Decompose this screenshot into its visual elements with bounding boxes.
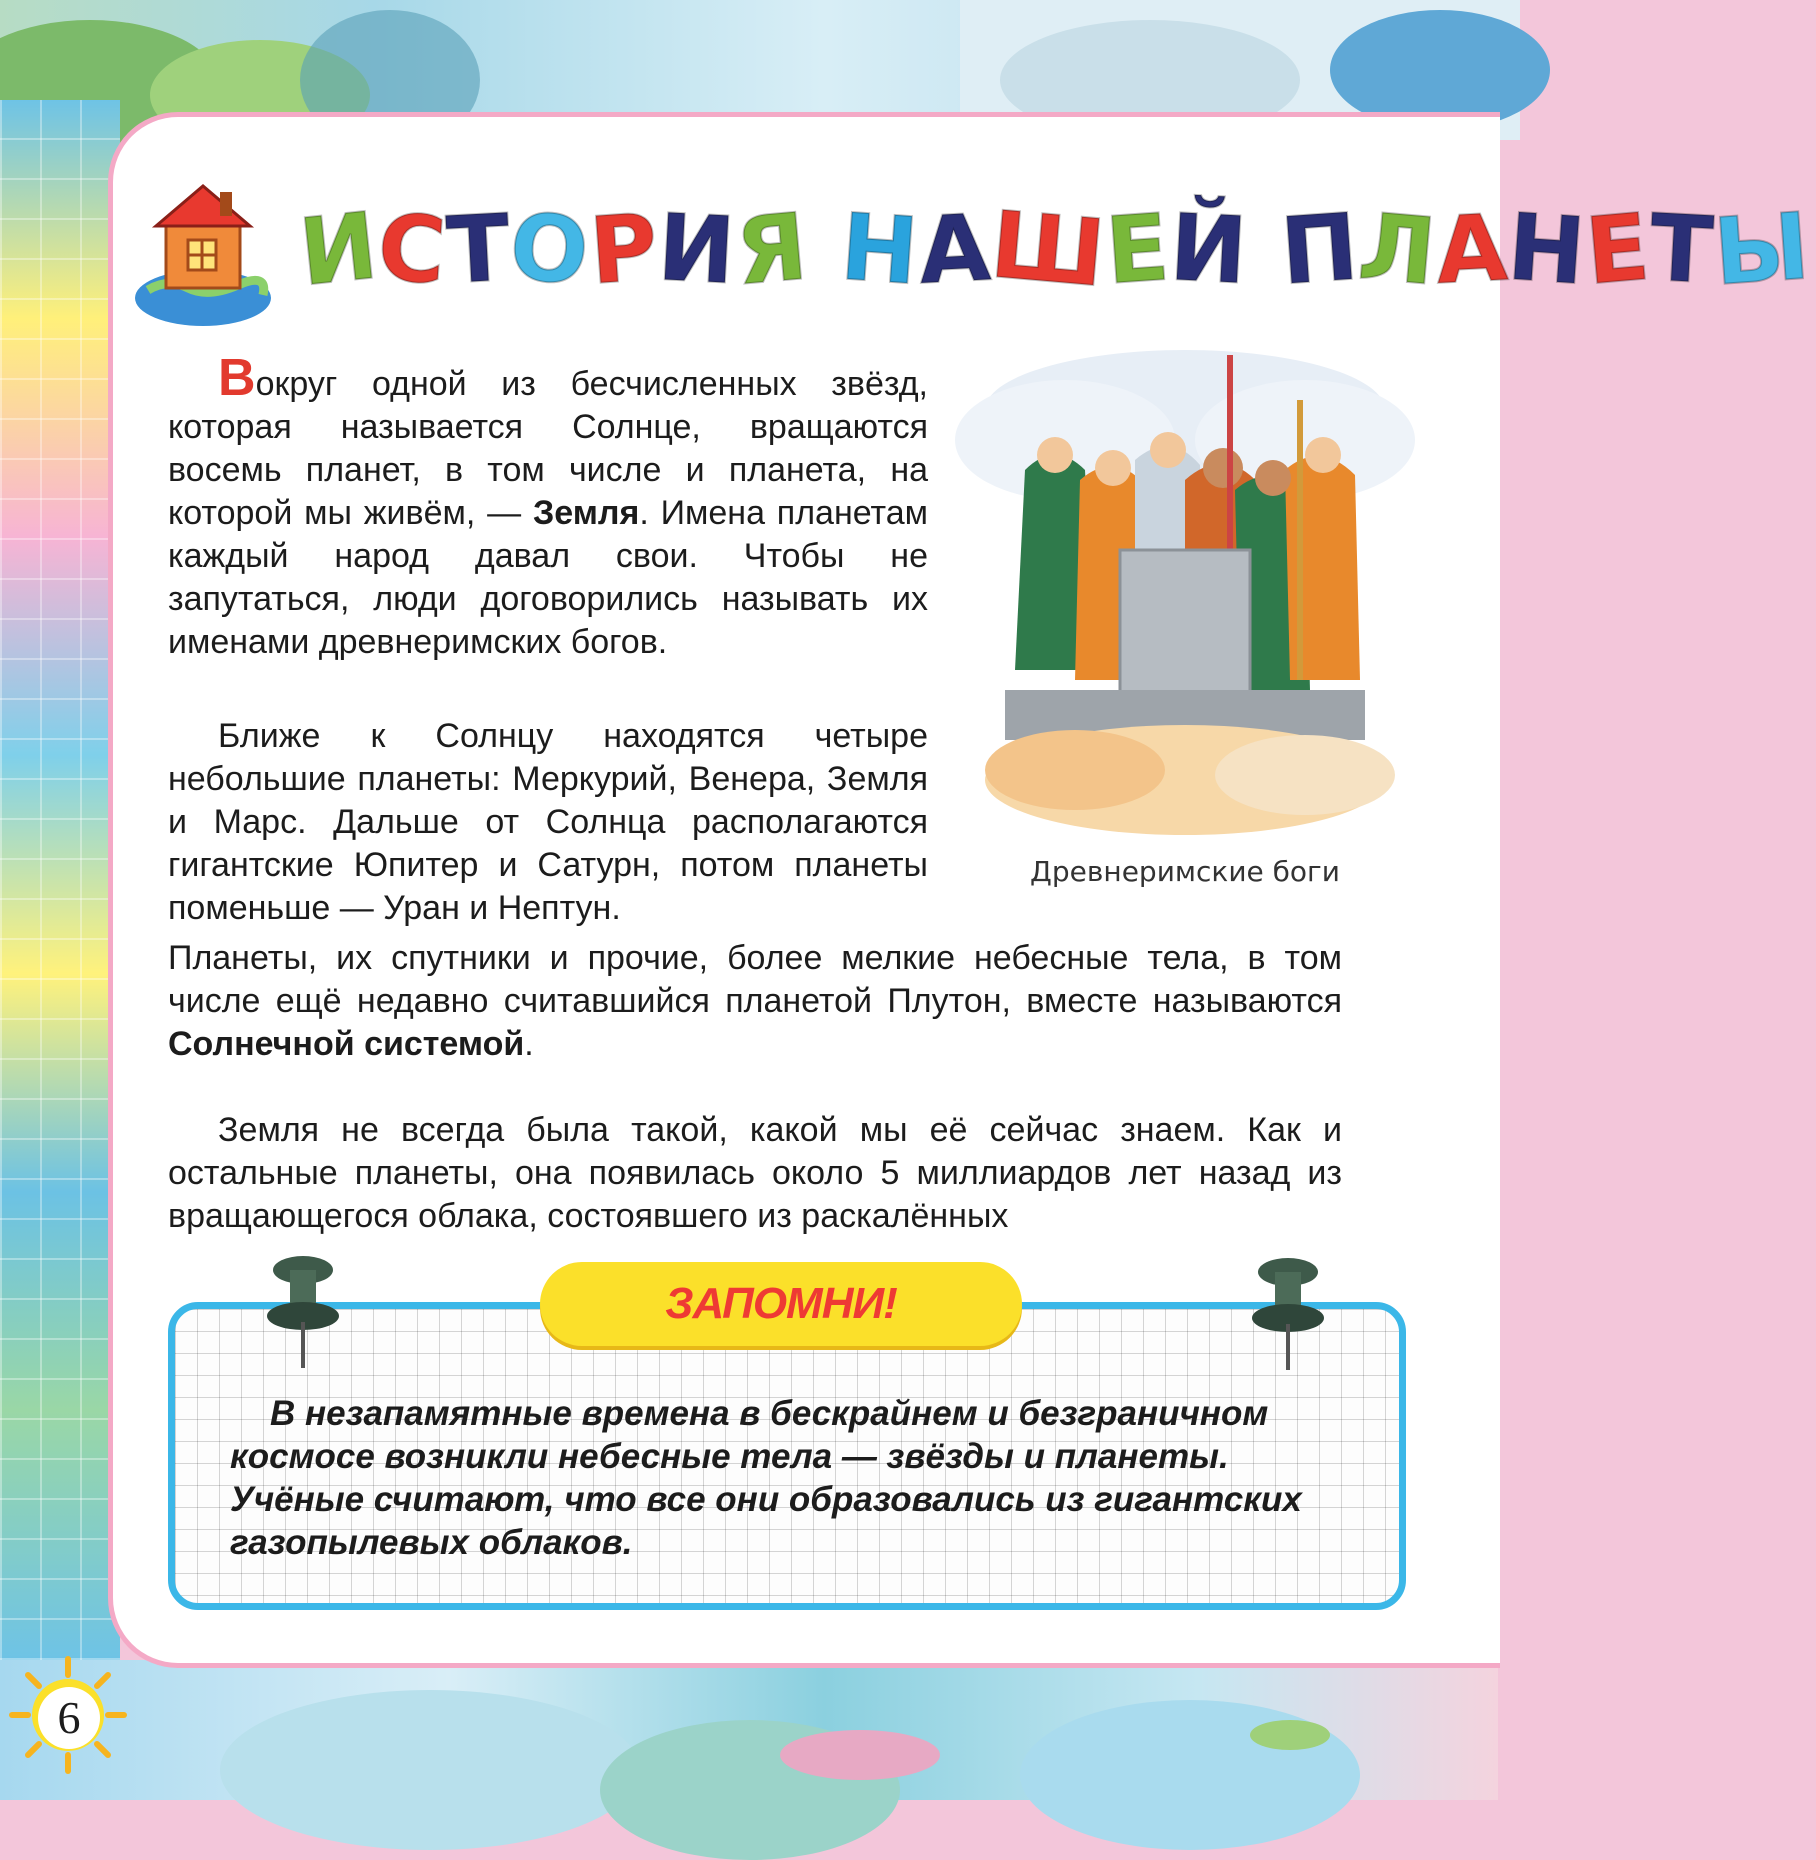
right-pushpin-icon	[1243, 1252, 1333, 1372]
term-earth: Земля	[532, 494, 640, 532]
title-letter: А	[916, 194, 994, 305]
title-letter: И	[655, 194, 739, 305]
title-letter	[1248, 170, 1281, 330]
title-letter: Н	[1504, 193, 1590, 306]
left-decorative-band	[0, 100, 120, 1660]
title-letter: П	[1276, 193, 1363, 306]
title-letter: Й	[1166, 194, 1251, 305]
bottom-decorative-band	[0, 1660, 1498, 1800]
title-letter: Я	[731, 193, 813, 306]
title-letter: Т	[443, 194, 514, 305]
title-letter: Е	[1101, 193, 1174, 306]
title-letter: Е	[1581, 193, 1655, 306]
paragraph-origin: Земля не всегда была такой, какой мы её сейчас знаем. Как и остальные планеты, она появилась около 5 миллиардов лет назад из вращающегося облака, состоявшего из раскалённых	[168, 1111, 1342, 1235]
title-letter: И	[294, 192, 384, 307]
title-letter: А	[1433, 194, 1511, 305]
title-letter: О	[505, 192, 595, 307]
drop-cap: В	[218, 349, 256, 407]
roman-gods-illustration	[985, 350, 1385, 835]
top-decorative-band	[0, 0, 1498, 118]
title-letter: Т	[1647, 194, 1717, 305]
title-letter	[808, 170, 841, 330]
paragraph-planets: Ближе к Солнцу находятся четыре небольшие планеты: Меркурий, Венера, Земля и Марс. Дальше от Солнца располагаются гигантские Юпитер и Сатурн, потом планеты поменьше — Уран и Нептун.	[168, 717, 928, 927]
page-title	[294, 170, 1814, 330]
paragraph-solar-system: Планеты, их спутники и прочие, более мелкие небесные тела, в том числе ещё недавно считавшийся планетой Плутон, вместе называются Солнечной системой.	[168, 939, 1342, 1063]
page-number: 6	[38, 1687, 100, 1749]
title-letter: Ы	[1710, 192, 1814, 307]
title-letter: Р	[585, 193, 662, 306]
house-on-globe-icon	[128, 170, 278, 325]
title-letter: Ш	[986, 191, 1111, 308]
remember-label: ЗАПОМНИ!	[540, 1262, 1022, 1346]
illustration-caption: Древнеримские боги	[1030, 855, 1340, 888]
title-letter: Н	[837, 193, 923, 306]
remember-text: В незапамятные времена в бескрайнем и безграничном космосе возникли небесные тела — звёзды и планеты. Учёные считают, что все они образовались из гигантских газопылевых облаков.	[230, 1394, 1302, 1562]
left-pushpin-icon	[258, 1250, 348, 1370]
term-solar-system: Солнечной системой	[168, 1025, 525, 1063]
paragraph-intro: Вокруг одной из бесчисленных звёзд, которая называется Солнце, вращаются восемь планет, в том числе и планета, на которой мы живём, — Земля. Имена планетам каждый народ давал свои. Чтобы не запутаться, люди договорились называть их именами древнеримских богов.	[168, 349, 928, 661]
title-letter: Л	[1354, 192, 1441, 307]
title-letter: С	[374, 193, 451, 306]
